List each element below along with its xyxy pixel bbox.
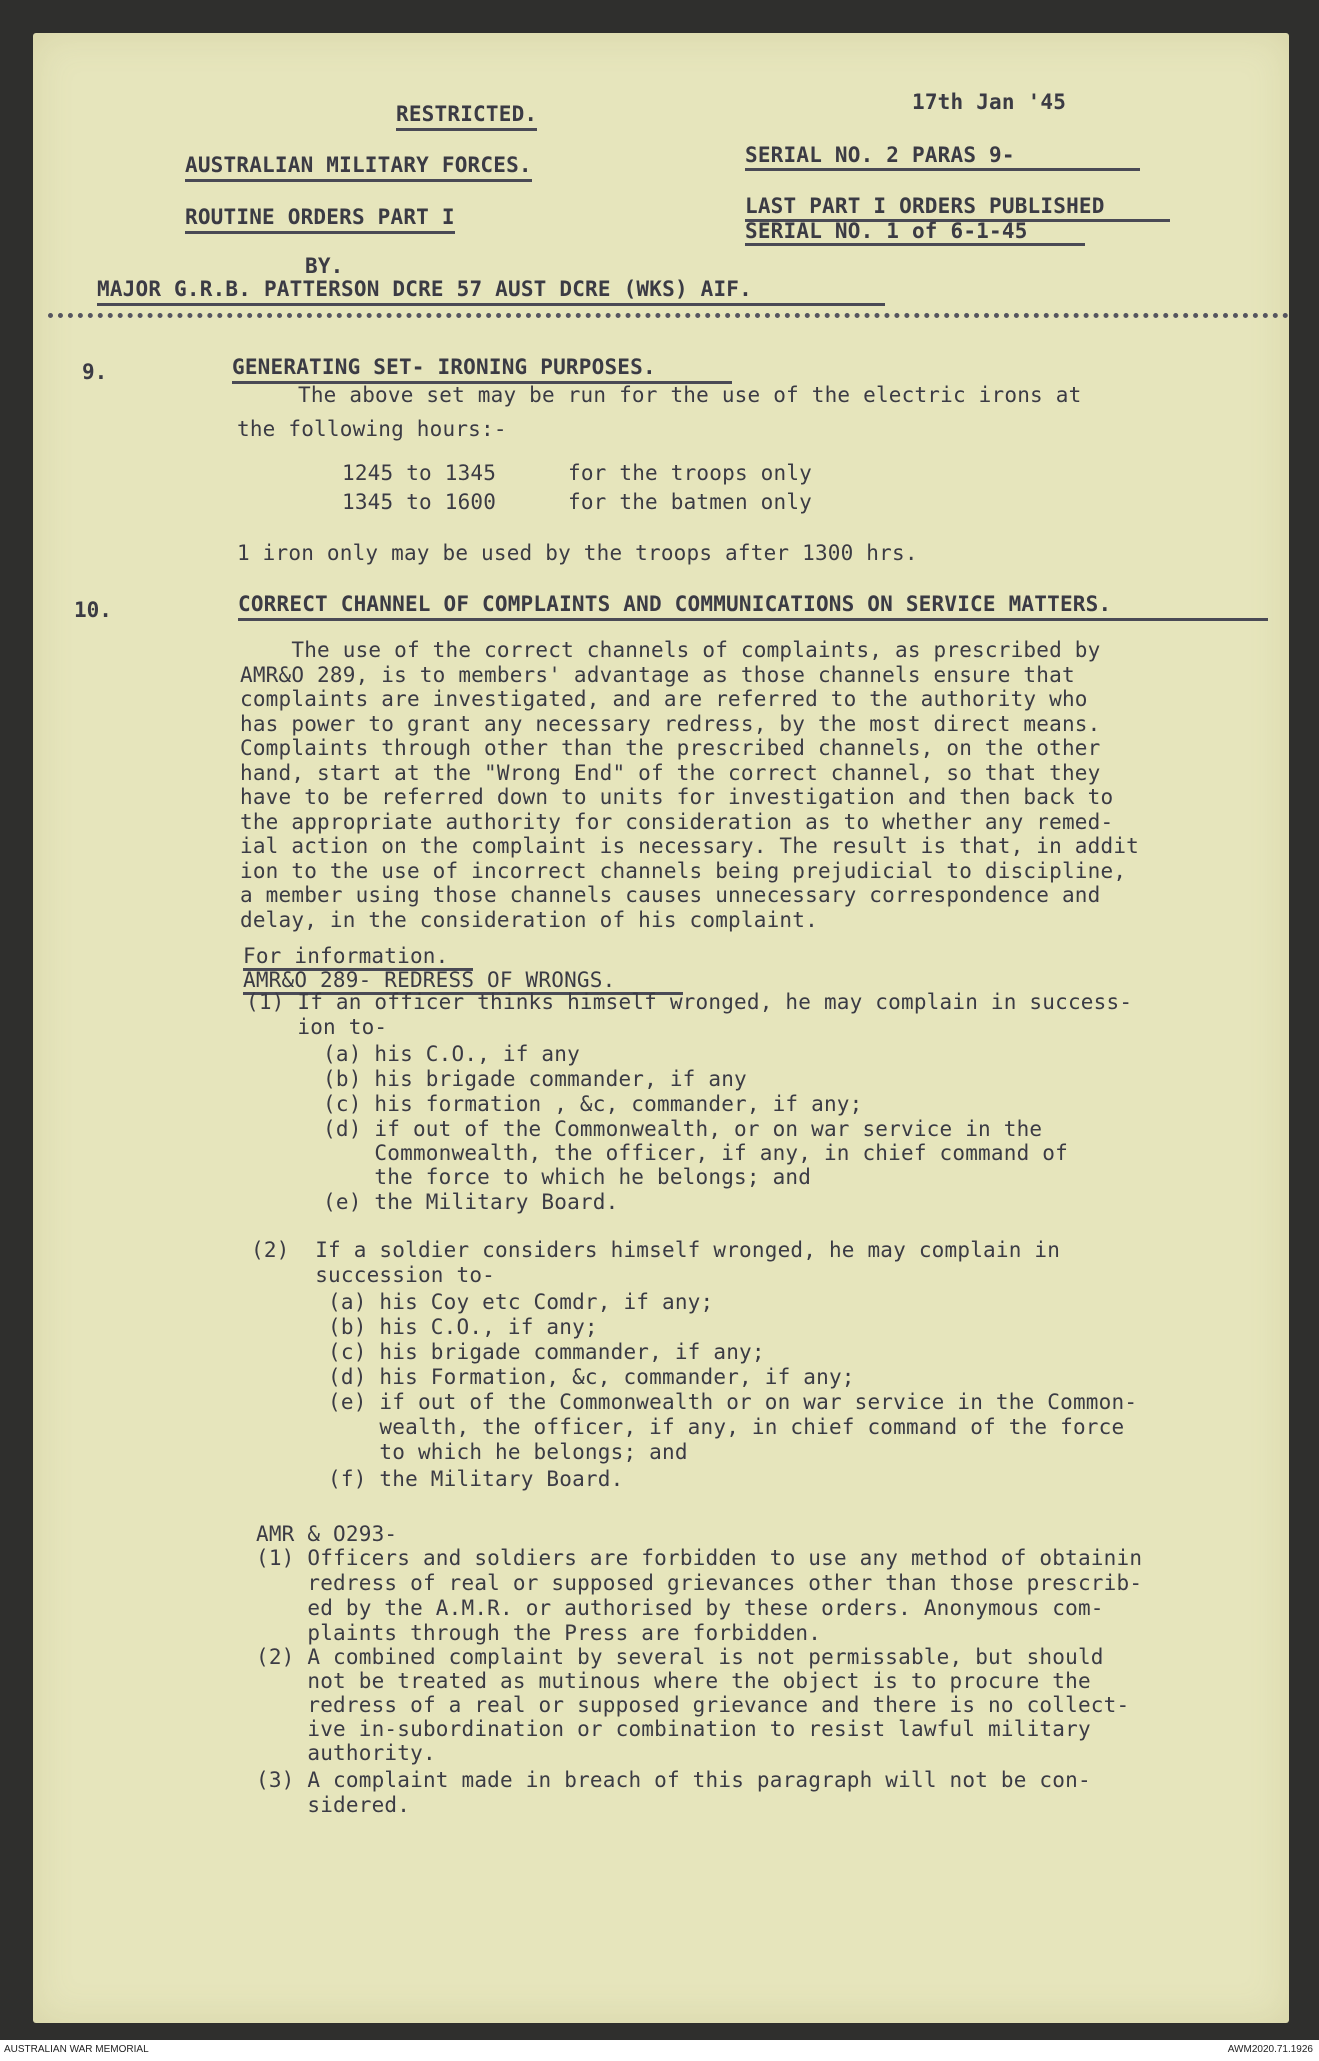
- body-line: delay, in the consideration of his complaint.: [240, 907, 818, 932]
- amr-289-title: AMR&O 289- REDRESS OF WRONGS.: [243, 968, 616, 992]
- para-9-time-2: 1345 to 1600: [342, 490, 497, 514]
- list-item: (f) the Military Board.: [251, 1467, 624, 1491]
- para-9-number: 9.: [82, 360, 108, 384]
- list-item: (b) his C.O., if any;: [251, 1315, 598, 1339]
- forces-label: AUSTRALIAN MILITARY FORCES.: [185, 153, 532, 182]
- archive-footer: [0, 2040, 1319, 2061]
- list-item: (d) his Formation, &c, commander, if any;: [251, 1365, 855, 1389]
- list-item: ed by the A.M.R. or authorised by these orders. Anonymous com-: [256, 1596, 1104, 1620]
- list-item: (2) If a soldier considers himself wronged, he may complain in: [251, 1238, 1061, 1262]
- para-9-title: GENERATING SET- IRONING PURPOSES.: [232, 355, 656, 379]
- by-label: BY.: [305, 254, 344, 278]
- body-line: AMR&O 289, is to members' advantage as those channels ensure that: [240, 662, 1075, 687]
- serial-number: SERIAL NO. 2 PARAS 9-: [745, 143, 1015, 167]
- list-item: Commonwealth, the officer, if any, in chief command of: [246, 1141, 1068, 1165]
- restricted-label: RESTRICTED.: [396, 102, 537, 131]
- body-line: hand, start at the "Wrong End" of the correct channel, so that they: [240, 760, 1101, 785]
- list-item: (3) A complaint made in breach of this paragraph will not be con-: [256, 1768, 1091, 1792]
- body-line: ial action on the complaint is necessary. The result is that, in addit: [240, 834, 1140, 858]
- body-line: Complaints through other than the prescribed channels, on the other: [240, 736, 1101, 760]
- body-line: a member using those channels causes unnecessary correspondence and: [240, 883, 1101, 907]
- issuer-line: MAJOR G.R.B. PATTERSON DCRE 57 AUST DCRE (WKS) AIF.: [97, 277, 752, 301]
- routine-orders-label: ROUTINE ORDERS PART I: [185, 205, 455, 234]
- list-item: (1) If an officer thinks himself wronged, he may complain in success-: [246, 990, 1133, 1014]
- para-9-time-1: 1245 to 1345: [342, 461, 497, 485]
- body-line: the appropriate authority for consideration as to whether any remed-: [240, 809, 1114, 834]
- list-item: authority.: [256, 1741, 436, 1765]
- list-item: wealth, the officer, if any, in chief command of the force: [251, 1415, 1125, 1439]
- body-line: The use of the correct channels of complaints, as prescribed by: [240, 638, 1101, 662]
- list-item: (a) his Coy etc Comdr, if any;: [251, 1290, 714, 1314]
- list-item: (e) the Military Board.: [246, 1190, 619, 1214]
- last-orders-line-1: LAST PART I ORDERS PUBLISHED: [745, 194, 1105, 218]
- list-item: (b) his brigade commander, if any: [246, 1067, 747, 1091]
- list-item: succession to-: [251, 1263, 496, 1287]
- body-line: has power to grant any necessary redress, by the most direct means.: [240, 711, 1101, 736]
- list-item: (2) A combined complaint by several is not permissable, but should: [256, 1645, 1104, 1669]
- list-item: not be treated as mutinous where the object is to procure the: [256, 1669, 1091, 1693]
- archive-name: AUSTRALIAN WAR MEMORIAL: [4, 2044, 149, 2055]
- list-item: sidered.: [256, 1793, 411, 1817]
- para-9-intro-2: the following hours:-: [237, 417, 507, 441]
- list-item: (c) his brigade commander, if any;: [251, 1340, 765, 1364]
- last-orders-line-2: SERIAL NO. 1 of 6-1-45: [745, 219, 1028, 243]
- body-line: ion to the use of incorrect channels being prejudicial to discipline,: [240, 858, 1127, 883]
- dotted-divider: [48, 313, 1289, 318]
- list-item: to which he belongs; and: [251, 1440, 688, 1464]
- issuer-underline: [97, 303, 885, 306]
- para-10-title: CORRECT CHANNEL OF COMPLAINTS AND COMMUNICATIONS ON SERVICE MATTERS.: [238, 592, 1112, 616]
- document-date: 17th Jan '45: [912, 90, 1067, 114]
- list-item: (d) if out of the Commonwealth, or on war service in the: [246, 1117, 1043, 1141]
- list-item: (e) if out of the Commonwealth or on war service in the Common-: [251, 1390, 1138, 1414]
- list-item: redress of a real or supposed grievance and there is no collect-: [256, 1693, 1130, 1717]
- serial-underline: [745, 168, 1140, 171]
- list-item: (a) his C.O., if any: [246, 1042, 580, 1066]
- list-item: (1) Officers and soldiers are forbidden to use any method of obtainin: [256, 1546, 1143, 1570]
- list-item: the force to which he belongs; and: [246, 1165, 812, 1189]
- para-9-note: 1 iron only may be used by the troops after 1300 hrs.: [237, 541, 918, 565]
- para-9-who-2: for the batmen only: [568, 490, 813, 514]
- list-item: ion to-: [246, 1015, 388, 1039]
- list-item: plaints through the Press are forbidden.: [256, 1621, 822, 1645]
- list-item: ive in-subordination or combination to resist lawful military: [256, 1717, 1091, 1741]
- para-9-intro-1: The above set may be run for the use of the electric irons at: [298, 383, 1082, 407]
- body-line: have to be referred down to units for investigation and then back to: [240, 785, 1114, 809]
- para-10-number: 10.: [74, 598, 112, 622]
- para-9-who-1: for the troops only: [568, 461, 813, 485]
- para-10-title-underline: [238, 618, 1268, 621]
- list-item: (c) his formation , &c, commander, if any;: [246, 1092, 863, 1116]
- list-item: redress of real or supposed grievances other than those prescrib-: [256, 1571, 1143, 1595]
- archive-reference: AWM2020.71.1926: [1227, 2044, 1313, 2055]
- for-information-label: For information.: [243, 944, 449, 968]
- last-orders-underline-2: [745, 243, 1085, 246]
- amr-293-title: AMR & O293-: [256, 1522, 398, 1546]
- body-line: complaints are investigated, and are referred to the authority who: [240, 687, 1088, 711]
